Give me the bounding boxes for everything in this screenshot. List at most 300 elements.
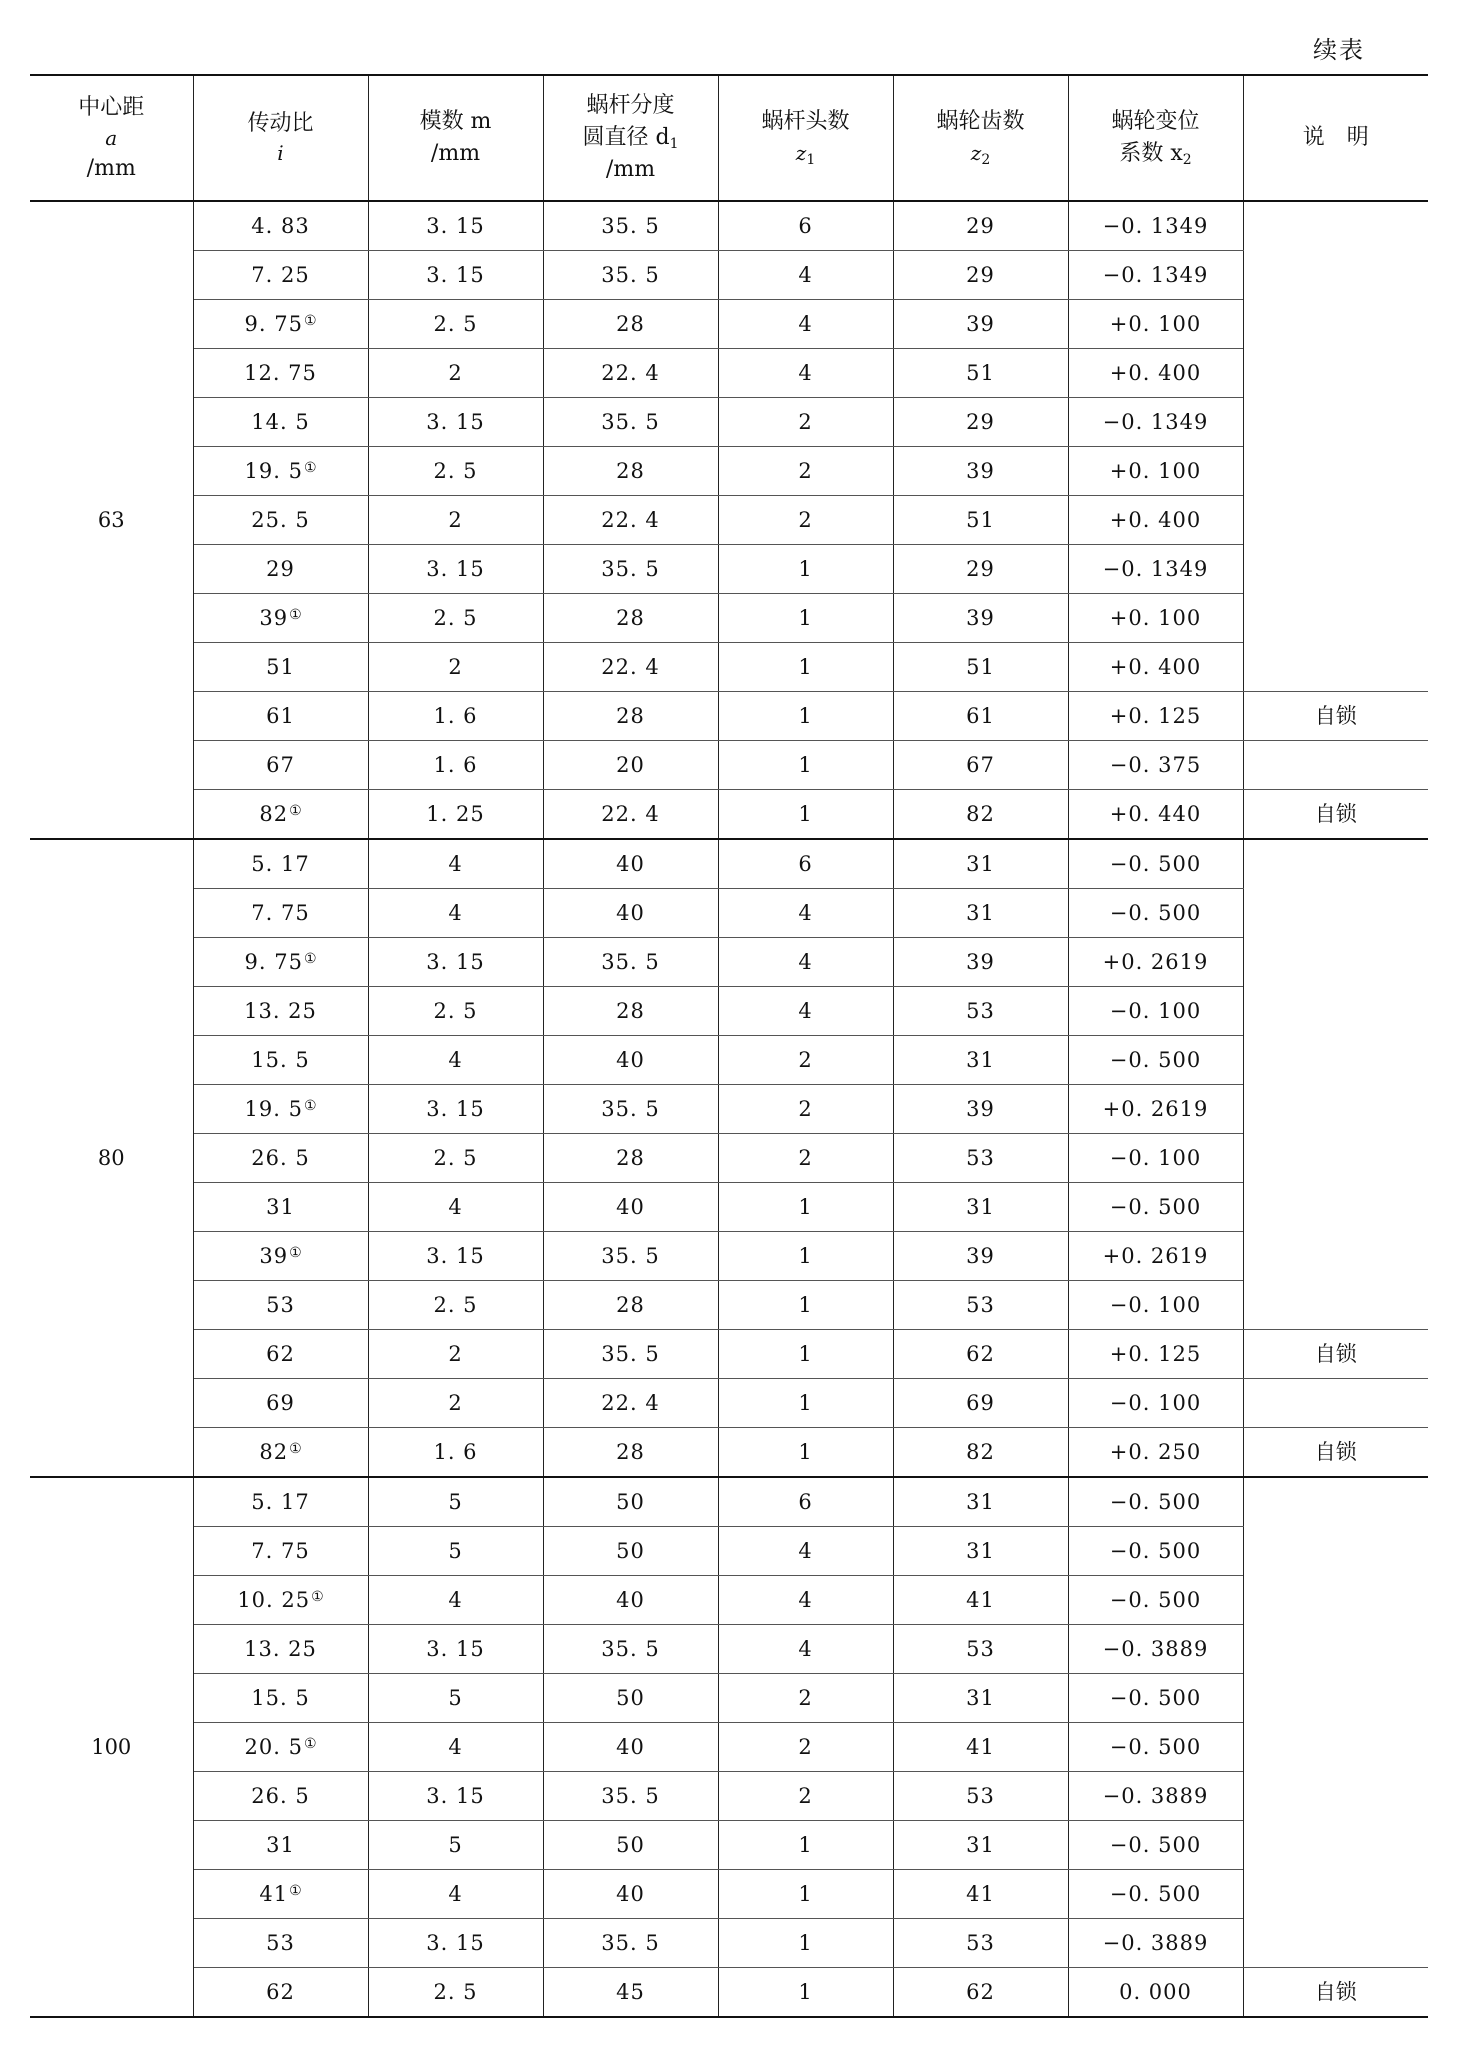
cell-value: −0. 500 [1109,900,1202,925]
cell-value: 35. 5 [601,262,660,287]
ratio-cell [193,496,368,545]
ratio-cell [193,1723,368,1772]
module-cell [368,938,543,987]
table-row [30,741,1428,790]
modification-cell [1068,1674,1243,1723]
cell-value: 5 [448,1832,463,1857]
modification-cell [1068,1968,1243,2018]
module-cell [368,1085,543,1134]
worm-diameter-cell [543,1085,718,1134]
col-header-worm-diameter: 蜗杆分度 圆直径 $d_1$ /mm [543,75,718,201]
table-row [30,889,1428,938]
table-row [30,1870,1428,1919]
cell-value: 5 [448,1538,463,1563]
cell-value: 50 [616,1685,645,1710]
cell-value: −0. 500 [1109,1538,1202,1563]
worm-diameter-cell [543,1036,718,1085]
worm-starts-cell [718,1477,893,1527]
cell-value: 28 [616,1292,645,1317]
cell-value: 1 [798,1194,813,1219]
ratio-cell [193,447,368,496]
cell-value: 2 [798,507,813,532]
ratio-cell [193,643,368,692]
center-distance-cell: 100 [30,1477,193,2017]
cell-value: 35. 5 [601,1930,660,1955]
cell-value: 53 [966,1636,995,1661]
cell-value: −0. 100 [1109,1292,1202,1317]
cell-value: 4 [798,262,813,287]
footnote-marker: ① [289,1440,302,1457]
modification-cell [1068,790,1243,840]
worm-diameter-cell [543,496,718,545]
cell-value: 53 [966,1783,995,1808]
cell-value: 62 [266,1341,295,1366]
worm-starts-cell [718,1379,893,1428]
table-row [30,839,1428,889]
modification-cell [1068,1085,1243,1134]
cell-value: 61 [966,703,995,728]
worm-diameter-cell [543,349,718,398]
cell-value: +0. 440 [1109,801,1202,826]
module-cell [368,1232,543,1281]
ratio-cell [193,1477,368,1527]
cell-value: 2. 5 [433,998,478,1023]
worm-starts-cell [718,398,893,447]
cell-value: 28 [616,311,645,336]
cell-value: −0. 500 [1109,1047,1202,1072]
col-header-wheel-teeth: 蜗轮齿数 $z_2$ [893,75,1068,201]
wheel-teeth-cell [893,1183,1068,1232]
worm-starts-cell [718,1232,893,1281]
ratio-cell [193,938,368,987]
worm-diameter-cell [543,447,718,496]
cell-value: 39 [966,311,995,336]
ratio-cell [193,1428,368,1478]
footnote-marker: ① [303,1735,317,1752]
table-row [30,1527,1428,1576]
worm-starts-cell [718,938,893,987]
cell-value: −0. 375 [1109,752,1202,777]
table-row [30,1134,1428,1183]
wheel-teeth-cell [893,349,1068,398]
cell-value: 0. 000 [1119,1979,1192,2004]
footnote-marker: ① [303,459,317,476]
cell-value: 62 [966,1341,995,1366]
cell-value: 51 [266,654,295,679]
cell-value: 4 [798,311,813,336]
cell-value: 28 [616,458,645,483]
cell-value: 6 [798,851,813,876]
table-row [30,987,1428,1036]
cell-value: 10. 25 [237,1587,311,1612]
cell-value: 1. 6 [433,1439,478,1464]
cell-value: 53 [266,1292,295,1317]
worm-starts-cell [718,1576,893,1625]
cell-value: 22. 4 [601,507,660,532]
modification-cell [1068,1428,1243,1478]
table-continued-caption: 续表 [1313,36,1365,64]
wheel-teeth-cell [893,1674,1068,1723]
table-body [30,201,1428,2017]
cell-value: 2. 5 [433,1292,478,1317]
cell-value: 4. 83 [251,213,310,238]
cell-value: −0. 500 [1109,851,1202,876]
modification-cell [1068,1919,1243,1968]
cell-value: 4 [798,1538,813,1563]
cell-value: 1 [798,1881,813,1906]
col-header-remarks: 说 明 [1243,75,1428,201]
cell-value: +0. 125 [1109,1341,1202,1366]
cell-value: 2. 5 [433,311,478,336]
ratio-cell [193,1674,368,1723]
cell-value: 31 [966,1685,995,1710]
ratio-cell [193,1576,368,1625]
cell-value: 4 [448,1881,463,1906]
wheel-teeth-cell [893,938,1068,987]
module-cell [368,790,543,840]
cell-value: 35. 5 [601,409,660,434]
modification-cell [1068,1134,1243,1183]
cell-value: 5. 17 [251,1489,310,1514]
wheel-teeth-cell [893,1379,1068,1428]
remarks-cell: 自锁 [1243,790,1428,840]
worm-starts-cell [718,1330,893,1379]
module-cell [368,349,543,398]
cell-value: 13. 25 [244,998,317,1023]
module-cell [368,692,543,741]
table-row [30,790,1428,840]
table-row [30,1919,1428,1968]
wheel-teeth-cell [893,741,1068,790]
cell-value: 51 [966,507,995,532]
wheel-teeth-cell [893,300,1068,349]
center-distance-cell: 80 [30,839,193,1477]
cell-value: 41 [966,1587,995,1612]
modification-cell [1068,1379,1243,1428]
table-row [30,594,1428,643]
worm-starts-cell [718,447,893,496]
table-row [30,201,1428,251]
table-row [30,447,1428,496]
cell-value: 2 [798,1734,813,1759]
cell-value: 1. 6 [433,703,478,728]
wheel-teeth-cell [893,839,1068,889]
cell-value: 19. 5 [244,1096,303,1121]
wheel-teeth-cell [893,1527,1068,1576]
modification-cell [1068,1821,1243,1870]
wheel-teeth-cell [893,447,1068,496]
module-cell [368,1379,543,1428]
worm-diameter-cell [543,398,718,447]
table-row [30,349,1428,398]
cell-value: 2 [798,458,813,483]
worm-starts-cell [718,300,893,349]
ratio-cell [193,1281,368,1330]
module-cell [368,987,543,1036]
table-row [30,1036,1428,1085]
cell-value: 35. 5 [601,1636,660,1661]
wheel-teeth-cell [893,1821,1068,1870]
modification-cell [1068,1527,1243,1576]
ratio-cell [193,545,368,594]
worm-starts-cell [718,1625,893,1674]
cell-value: 4 [448,900,463,925]
center-distance-cell: 63 [30,201,193,839]
worm-starts-cell [718,251,893,300]
wheel-teeth-cell [893,1085,1068,1134]
cell-value: 4 [798,360,813,385]
table-row [30,1232,1428,1281]
modification-cell [1068,1576,1243,1625]
worm-diameter-cell [543,1527,718,1576]
ratio-cell [193,300,368,349]
footnote-marker: ① [311,1588,324,1605]
cell-value: 2. 5 [433,605,478,630]
ratio-cell [193,1330,368,1379]
cell-value: 2 [448,360,463,385]
cell-value: 50 [616,1832,645,1857]
wheel-teeth-cell [893,1723,1068,1772]
modification-cell [1068,889,1243,938]
cell-value: 50 [616,1538,645,1563]
worm-diameter-cell [543,1772,718,1821]
modification-cell [1068,1477,1243,1527]
cell-value: 4 [448,1047,463,1072]
cell-value: 1 [798,1439,813,1464]
modification-cell [1068,1330,1243,1379]
module-cell [368,496,543,545]
cell-value: 22. 4 [601,1390,660,1415]
module-cell [368,1527,543,1576]
module-cell [368,1625,543,1674]
cell-value: 2 [798,1783,813,1808]
cell-value: −0. 500 [1109,1489,1202,1514]
worm-starts-cell [718,987,893,1036]
cell-value: +0. 400 [1109,507,1202,532]
cell-value: 28 [616,998,645,1023]
cell-value: 1 [798,1979,813,2004]
module-cell [368,889,543,938]
cell-value: 40 [616,851,645,876]
module-cell [368,201,543,251]
ratio-cell [193,594,368,643]
module-cell [368,1674,543,1723]
cell-value: −0. 100 [1109,998,1202,1023]
cell-value: 45 [616,1979,645,2004]
cell-value: 2 [798,1685,813,1710]
cell-value: 29 [966,262,995,287]
cell-value: 82 [966,801,995,826]
module-cell [368,1772,543,1821]
module-cell [368,1036,543,1085]
cell-value: 1 [798,801,813,826]
cell-value: 35. 5 [601,1783,660,1808]
wheel-teeth-cell [893,643,1068,692]
worm-diameter-cell [543,1674,718,1723]
cell-value: 2 [798,1047,813,1072]
worm-starts-cell [718,692,893,741]
col-header-ratio: 传动比 i [193,75,368,201]
worm-starts-cell [718,1674,893,1723]
cell-value: 4 [448,1194,463,1219]
cell-value: 31 [966,900,995,925]
cell-value: +0. 400 [1109,360,1202,385]
cell-value: 3. 15 [426,1636,485,1661]
worm-starts-cell [718,201,893,251]
modification-cell [1068,300,1243,349]
worm-starts-cell [718,790,893,840]
ratio-cell [193,1625,368,1674]
worm-diameter-cell [543,300,718,349]
cell-value: 5 [448,1489,463,1514]
wheel-teeth-cell [893,545,1068,594]
wheel-teeth-cell [893,1428,1068,1478]
footnote-marker: ① [289,1244,302,1261]
modification-cell [1068,1625,1243,1674]
ratio-cell [193,349,368,398]
cell-value: 1 [798,703,813,728]
cell-value: 50 [616,1489,645,1514]
cell-value: 3. 15 [426,262,485,287]
remarks-cell [1243,1477,1428,1968]
ratio-cell [193,790,368,840]
remarks-cell [1243,201,1428,692]
cell-value: −0. 3889 [1102,1930,1209,1955]
cell-value: 26. 5 [251,1145,310,1170]
ratio-cell [193,1821,368,1870]
worm-diameter-cell [543,201,718,251]
cell-value: 31 [266,1194,295,1219]
table-row [30,300,1428,349]
worm-starts-cell [718,1281,893,1330]
module-cell [368,741,543,790]
cell-value: +0. 100 [1109,311,1202,336]
cell-value: 1 [798,1341,813,1366]
worm-starts-cell [718,1527,893,1576]
cell-value: +0. 2619 [1102,949,1209,974]
cell-value: 1 [798,1930,813,1955]
cell-value: 3. 15 [426,213,485,238]
cell-value: 3. 15 [426,556,485,581]
cell-value: 62 [966,1979,995,2004]
ratio-cell [193,839,368,889]
worm-starts-cell [718,349,893,398]
cell-value: 40 [616,1047,645,1072]
modification-cell [1068,398,1243,447]
cell-value: 4 [798,949,813,974]
table-row [30,1772,1428,1821]
ratio-cell [193,692,368,741]
cell-value: 82 [259,801,289,826]
cell-value: 1 [798,654,813,679]
wheel-teeth-cell [893,1625,1068,1674]
worm-diameter-cell [543,594,718,643]
footnote-marker: ① [303,1097,317,1114]
worm-starts-cell [718,1919,893,1968]
cell-value: 67 [266,752,295,777]
cell-value: 82 [259,1439,289,1464]
modification-cell [1068,1281,1243,1330]
cell-value: −0. 1349 [1102,213,1209,238]
worm-diameter-cell [543,251,718,300]
cell-value: 22. 4 [601,360,660,385]
wheel-teeth-cell [893,790,1068,840]
cell-value: −0. 3889 [1102,1783,1209,1808]
cell-value: 31 [966,1832,995,1857]
cell-value: 7. 25 [251,262,310,287]
cell-value: 82 [966,1439,995,1464]
cell-value: 1. 6 [433,752,478,777]
module-cell [368,251,543,300]
table-row [30,1330,1428,1379]
cell-value: −0. 1349 [1102,556,1209,581]
worm-starts-cell [718,1968,893,2018]
cell-value: 69 [266,1390,295,1415]
modification-cell [1068,594,1243,643]
table-row [30,496,1428,545]
worm-diameter-cell [543,1576,718,1625]
ratio-cell [193,1772,368,1821]
modification-cell [1068,447,1243,496]
table-row [30,643,1428,692]
cell-value: 1. 25 [426,801,485,826]
worm-starts-cell [718,1821,893,1870]
modification-cell [1068,349,1243,398]
cell-value: 19. 5 [244,458,303,483]
module-cell [368,1330,543,1379]
cell-value: 25. 5 [251,507,310,532]
table-row [30,1576,1428,1625]
worm-diameter-cell [543,790,718,840]
cell-value: 53 [266,1930,295,1955]
cell-value: 20 [616,752,645,777]
cell-value: 31 [966,1538,995,1563]
ratio-cell [193,251,368,300]
cell-value: 53 [966,1292,995,1317]
cell-value: 1 [798,1243,813,1268]
worm-starts-cell [718,741,893,790]
cell-value: 40 [616,1734,645,1759]
remarks-cell: 自锁 [1243,1428,1428,1478]
cell-value: −0. 100 [1109,1390,1202,1415]
worm-starts-cell [718,496,893,545]
table-row [30,398,1428,447]
cell-value: 35. 5 [601,556,660,581]
cell-value: 1 [798,752,813,777]
cell-value: 3. 15 [426,1930,485,1955]
module-cell [368,1477,543,1527]
cell-value: 31 [966,851,995,876]
remarks-cell [1243,741,1428,790]
cell-value: +0. 125 [1109,703,1202,728]
cell-value: +0. 100 [1109,458,1202,483]
cell-value: 39 [966,949,995,974]
worm-diameter-cell [543,1379,718,1428]
col-header-center-distance: 中心距 a /mm [30,75,193,201]
wheel-teeth-cell [893,1232,1068,1281]
modification-cell [1068,1772,1243,1821]
table-row [30,1821,1428,1870]
cell-value: 35. 5 [601,1341,660,1366]
module-cell [368,1134,543,1183]
cell-value: 3. 15 [426,1096,485,1121]
cell-value: 53 [966,1930,995,1955]
ratio-cell [193,1870,368,1919]
footnote-marker: ① [289,1882,302,1899]
cell-value: 9. 75 [244,311,303,336]
ratio-cell [193,987,368,1036]
worm-diameter-cell [543,1477,718,1527]
